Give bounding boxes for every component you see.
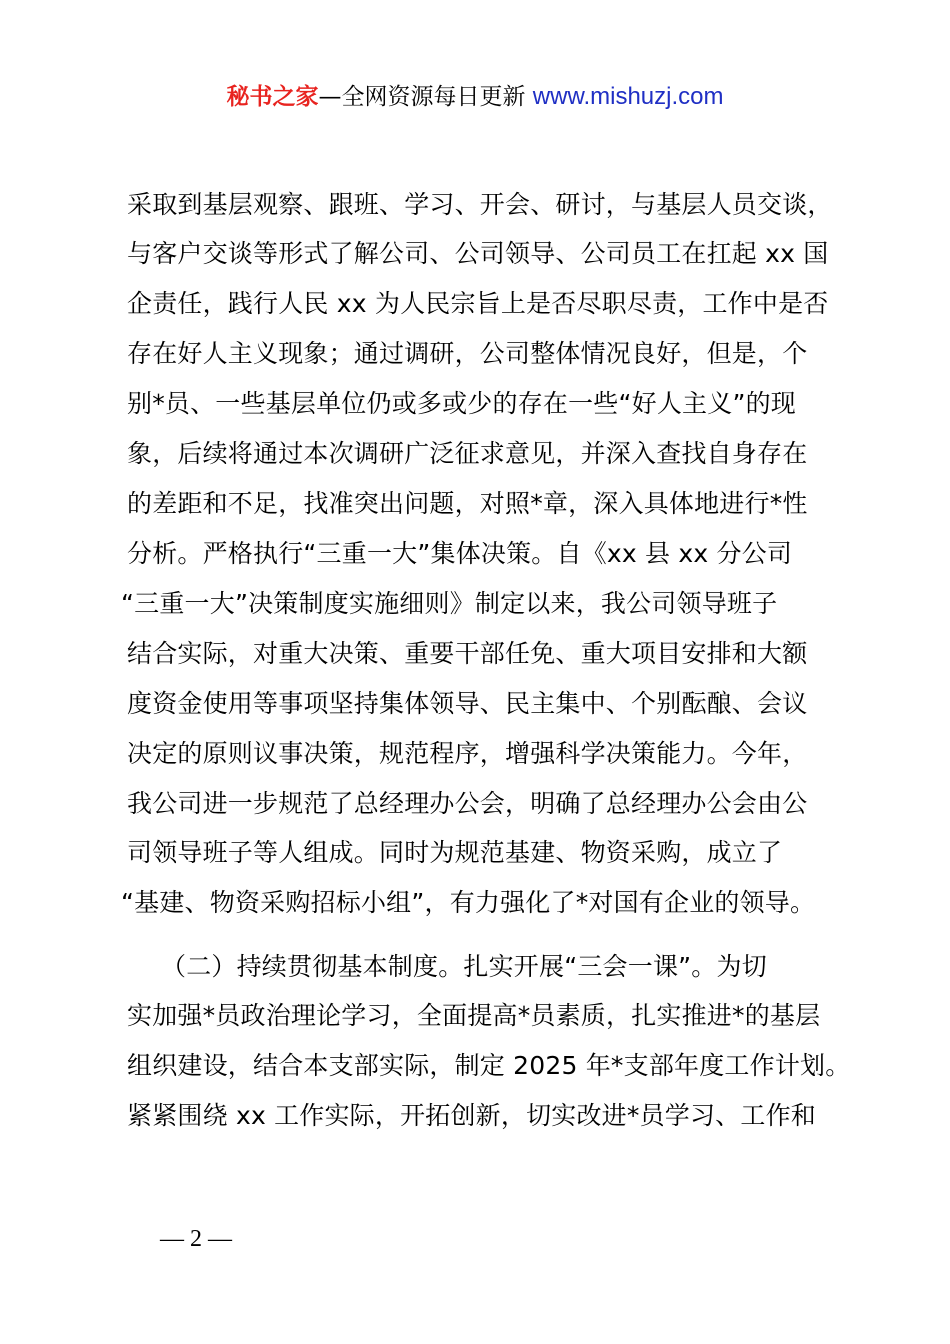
body-line: 实加强*员政治理论学习，全面提高*员素质，扎实推进*的基层 <box>127 1001 821 1030</box>
site-header <box>0 80 950 114</box>
body-line: 司领导班子等人组成。同时为规范基建、物资采购，成立了 <box>127 838 783 867</box>
body-line: 别*员、一些基层单位仍或多或少的存在一些“好人主义”的现 <box>127 389 797 418</box>
body-line: “基建、物资采购招标小组”，有力强化了*对国有企业的领导。 <box>121 888 816 917</box>
body-line: 度资金使用等事项坚持集体领导、民主集中、个别酝酿、会议 <box>127 689 808 718</box>
body-line: 企责任，践行人民 xx 为人民宗旨上是否尽职尽责，工作中是否 <box>127 289 829 318</box>
body-line: 存在好人主义现象；通过调研，公司整体情况良好，但是，个 <box>127 339 808 368</box>
paragraph-heading-line: （二）持续贯彻基本制度。扎实开展“三会一课”。为切 <box>161 952 767 981</box>
site-url-link[interactable]: www.mishuzj.com <box>532 83 724 110</box>
body-line: 象，后续将通过本次调研广泛征求意见，并深入查找自身存在 <box>127 439 808 468</box>
body-line: 结合实际，对重大决策、重要干部任免、重大项目安排和大额 <box>127 639 808 668</box>
brand-name: 秘书之家 <box>226 84 319 110</box>
body-line: 分析。严格执行“三重一大”集体决策。自《xx 县 xx 分公司 <box>127 539 793 568</box>
body-line: “三重一大”决策制度实施细则》制定以来，我公司领导班子 <box>121 589 778 618</box>
body-line: 紧紧围绕 xx 工作实际，开拓创新，切实改进*员学习、工作和 <box>127 1101 816 1130</box>
body-line: 采取到基层观察、跟班、学习、开会、研讨，与基层人员交谈， <box>127 190 833 219</box>
body-line: 的差距和不足，找准突出问题，对照*章，深入具体地进行*性 <box>127 489 808 518</box>
header-tagline: —全网资源每日更新 <box>318 84 526 110</box>
page-number: — 2 — <box>160 1226 232 1252</box>
body-line: 与客户交谈等形式了解公司、公司领导、公司员工在扛起 xx 国 <box>127 239 829 268</box>
body-line: 决定的原则议事决策，规范程序，增强科学决策能力。今年， <box>127 739 808 768</box>
body-line: 我公司进一步规范了总经理办公会，明确了总经理办公会由公 <box>127 789 808 818</box>
body-line: 组织建设，结合本支部实际，制定 2025 年*支部年度工作计划。 <box>127 1051 851 1080</box>
